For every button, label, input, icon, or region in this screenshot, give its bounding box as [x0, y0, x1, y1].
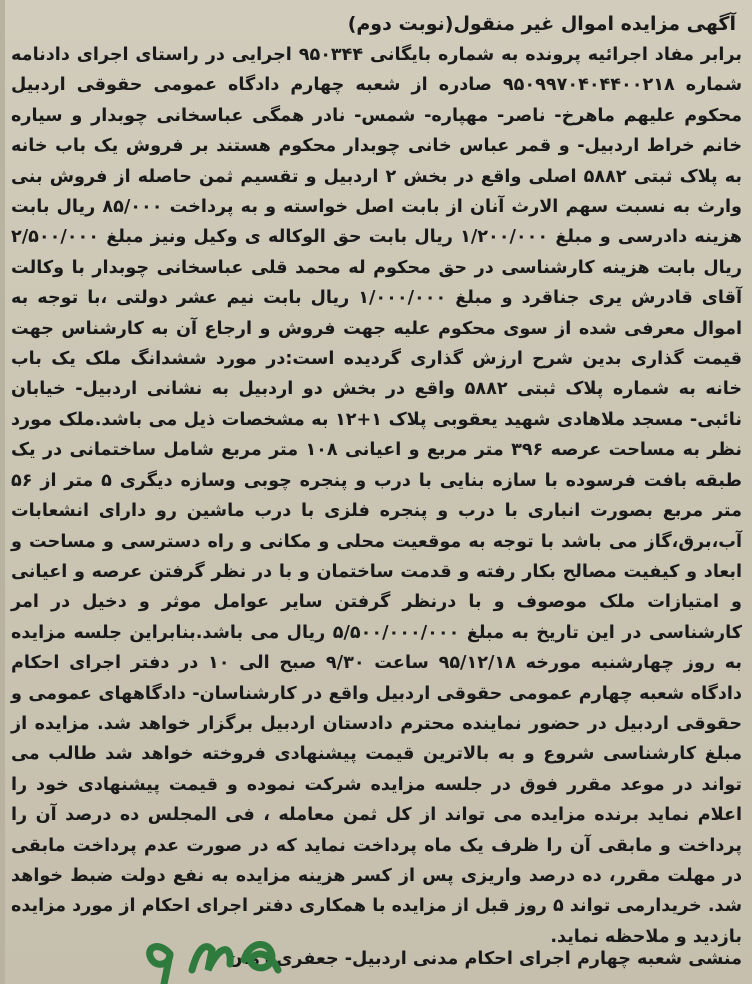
- notice-body: برابر مفاد اجرائیه پرونده به شماره بایگانی ۹۵۰۳۴۴ اجرایی در راستای اجرای دادنامه شماره ۹۵۰۹۹۷۰۴۰۴۴۰۰۲۱۸ صادره از شعبه چهارم دادگاه عمومی حقوقی اردبیل محکوم علیهم ماهرخ- ناصر- مهپاره- شمس- نادر همگی عباسخانی چوبدار و سیاره خانم خراط اردبیل- و قمر عباس خانی چوبدار محکوم هستند بر فروش یک باب خانه به پلاک ثبتی ۵۸۸۲ اصلی واقع در بخش ۲ اردبیل و تقسیم ثمن حاصله از فروش بنی وارث به نسبت سهم الارث آنان از بابت اصل خواسته و به پرداخت ۸۵/۰۰۰ ریال بابت هزینه دادرسی و مبلغ ۱/۲۰۰/۰۰۰ ریال بابت حق الوکاله ی وکیل ونیز مبلغ ۲/۵۰۰/۰۰۰ ریال بابت هزینه کارشناسی در حق محکوم له محمد قلی عباسخانی چوبدار با وکالت آقای قادرش یری جناقرد و مبلغ ۱/۰۰۰/۰۰۰ ریال بابت نیم عشر دولتی ،با توجه به اموال معرفی شده از سوی محکوم علیه جهت فروش و ارجاع آن به کارشناس جهت قیمت گذاری بدین شرح ارزش گذاری گردیده است:در مورد ششدانگ ملک یک باب خانه به شماره پلاک ثبتی ۵۸۸۲ واقع در بخش دو اردبیل به نشانی اردبیل- خیابان نائبی- مسجد ملاهادی شهید یعقوبی پلاک ۱+۱۲ به مشخصات ذیل می باشد.ملک مورد نظر به مساحت عرصه ۳۹۶ متر مربع و اعیانی ۱۰۸ متر مربع شامل ساختمانی در یک طبقه بافت فرسوده با سازه بنایی با درب و پنجره چوبی وسازه دیگری ۵ متر از ۵۶ متر مربع بصورت انباری با درب و پنجره فلزی با درب ماشین رو دارای انشعابات آب،برق،گاز می باشد با توجه به موقعیت محلی و مکانی و راه دسترسی و مساحت و ابعاد و کیفیت مصالح بکار رفته و قدمت ساختمان و با در نظر گرفتن عرصه و اعیانی و امتیازات ملک موصوف و با درنظر گرفتن سایر عوامل موثر و دخیل در امر کارشناسی در این تاریخ به مبلغ ۵/۵۰۰/۰۰۰/۰۰۰ ریال می باشد.بنابراین جلسه مزایده به روز چهارشنبه مورخه ۹۵/۱۲/۱۸ ساعت ۹/۳۰ صبح الی ۱۰ در دفتر اجرای احکام دادگاه شعبه چهارم عمومی حقوقی اردبیل واقع در کارشناسان- دادگاههای عمومی و حقوقی اردبیل در حضور نماینده محترم دادستان اردبیل برگزار خواهد شد. مزایده از مبلغ کارشناسی شروع و به بالاترین قیمت پیشنهادی فروخته خواهد شد طالب می تواند در موعد مقرر فوق در جلسه مزایده شرکت نموده و قیمت پیشنهادی خود را اعلام نماید برنده مزایده می تواند از کل ثمن معامله ، فی المجلس ده درصد آن را پرداخت و مابقی آن را ظرف یک ماه پرداخت نماید که در صورت عدم پرداخت مابقی در مهلت مقرر، ده درصد واریزی پس از کسر هزینه مزایده به نفع دولت ضبط خواهد شد. خریدارمی تواند ۵ روز قبل از مزایده با همکاری دفتر اجرای احکام از مورد مزایده بازدید و ملاحظه نماید.: [11, 45, 742, 947]
- notice-signature: منشی شعبه چهارم اجرای احکام مدنی اردبیل- جعفری زمان: [227, 949, 742, 969]
- handwritten-number-mark: [140, 930, 280, 984]
- auction-notice-clipping: [5, 6, 746, 978]
- notice-title: آگهی مزایده اموال غیر منقول(نوبت دوم): [347, 13, 736, 35]
